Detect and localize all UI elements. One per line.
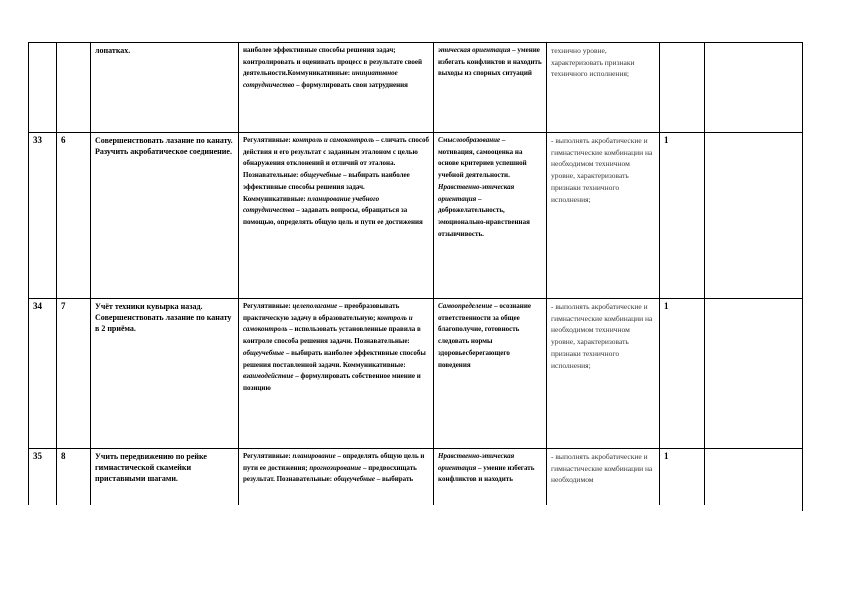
universal-learning-actions-cell: [239, 299, 434, 449]
personal-results-cell-fragment: Смыслообразование: [438, 136, 501, 144]
universal-learning-actions-cell-fragment: – выбирать наиболее эффективные способы решения задач.: [243, 171, 410, 191]
universal-learning-actions-cell: [239, 449, 434, 511]
lesson-number-cell: 35: [29, 449, 57, 511]
universal-learning-actions-cell-fragment: – выбирать наиболее эффективные способы решения поставленной задачи.: [243, 348, 426, 369]
universal-learning-actions-cell-fragment: Познавательные:: [352, 337, 410, 346]
personal-results-cell: [434, 449, 547, 511]
lesson-topic-cell: лопатках.: [91, 43, 239, 133]
hours-cell: 1: [660, 299, 705, 449]
page-bottom-margin: [28, 505, 802, 595]
date-cell: [705, 299, 803, 449]
table-body: [29, 43, 803, 511]
universal-learning-actions-cell-fragment: Коммуникативные:: [243, 194, 308, 203]
universal-learning-actions-cell: [239, 133, 434, 299]
personal-results-cell-fragment: – умение избегать конфликтов и находить: [438, 463, 535, 484]
personal-results-cell-fragment: – осознание ответственности за общее благополучие, готовность следовать нормы здоровьесберегающего поведения: [438, 302, 531, 369]
universal-learning-actions-cell-fragment: Коммуникативные:: [342, 360, 406, 369]
universal-learning-actions-cell-fragment: Коммуникативные:: [287, 69, 352, 78]
universal-learning-actions-cell-fragment: – преобразовывать практическую задачу в образовательную;: [243, 302, 400, 322]
universal-learning-actions-cell-fragment: контроль и самоконтроль: [243, 313, 413, 334]
lesson-topic-cell: Совершенствовать лазание по канату. Разучить акробатическое соединение.: [91, 133, 239, 299]
universal-learning-actions-cell-fragment: Регулятивные:: [243, 452, 293, 460]
personal-results-cell: [434, 299, 547, 449]
universal-learning-actions-cell-fragment: – задавать вопросы, обращаться за помощью, определять общую цель и пути ее достижения: [243, 206, 423, 226]
universal-learning-actions-cell-fragment: контроль и самоконтроль: [292, 136, 375, 144]
lesson-sub-number-cell: 6: [57, 133, 91, 299]
personal-results-cell-fragment: – мотивация, самооценка на основе критериев успешной учебной деятельности.: [438, 136, 527, 180]
hours-cell: [660, 43, 705, 133]
personal-results-cell-fragment: этическая ориентация: [438, 46, 511, 54]
universal-learning-actions-cell-fragment: – сличать способ действия и его результат с заданным эталоном с целью обнаружения отклонений и отличий от эталона.: [243, 136, 430, 168]
universal-learning-actions-cell-fragment: прогнозирование: [309, 463, 362, 472]
lesson-sub-number-cell: [57, 43, 91, 133]
universal-learning-actions-cell-fragment: – формулировать свои затруднения: [294, 81, 408, 90]
lesson-number-cell: 34: [29, 299, 57, 449]
universal-learning-actions-cell-fragment: – использовать установленные правила в контроле способа решения задачи.: [243, 325, 421, 346]
date-cell: [705, 133, 803, 299]
personal-results-cell-fragment: Нравственно-этическая ориентация: [438, 452, 515, 472]
universal-learning-actions-cell-fragment: взаимодействие: [243, 372, 294, 381]
table-row: [29, 133, 803, 299]
subject-results-cell: - выполнять акробатические и гимнастические комбинации на необходимом: [547, 449, 660, 511]
table-row: [29, 449, 803, 511]
hours-cell: 1: [660, 133, 705, 299]
personal-results-cell-fragment: – доброжелательность, эмоционально-нравственная отзывчивость.: [438, 194, 530, 238]
personal-results-cell: [434, 133, 547, 299]
universal-learning-actions-cell-fragment: планирование: [292, 452, 336, 460]
universal-learning-actions-cell-fragment: целеполагание: [292, 302, 338, 310]
lesson-topic-cell: Учить передвижению по рейке гимнастической скамейки приставными шагами.: [91, 449, 239, 511]
subject-results-cell: - выполнять акробатические и гимнастические комбинации на необходимом техничном уровне, характеризовать признаки техничного исполнения;: [547, 299, 660, 449]
universal-learning-actions-cell-fragment: планирование учебного сотрудничества: [243, 194, 380, 215]
personal-results-cell: [434, 43, 547, 133]
universal-learning-actions-cell-fragment: Познавательные:: [243, 171, 301, 180]
lesson-sub-number-cell: 8: [57, 449, 91, 511]
universal-learning-actions-cell: [239, 43, 434, 133]
universal-learning-actions-cell-fragment: – определять общую цель и пути ее достижения;: [243, 452, 425, 472]
date-cell: [705, 43, 803, 133]
table-row: [29, 43, 803, 133]
personal-results-cell-fragment: – умение избегать конфликтов и находить выходы из спорных ситуаций: [438, 46, 542, 78]
lesson-topic-cell: Учёт техники кувырка назад. Совершенствовать лазание по канату в 2 приёма.: [91, 299, 239, 449]
universal-learning-actions-cell-fragment: общеучебные: [333, 475, 375, 484]
universal-learning-actions-cell-fragment: наиболее эффективные способы решения задач; контролировать и оценивать процесс в результате своей деятельности.: [243, 46, 423, 78]
universal-learning-actions-cell-fragment: Регулятивные:: [243, 302, 293, 310]
subject-results-cell: - выполнять акробатические и гимнастические комбинации на необходимом техничном уровне, характеризовать признаки техничного исполнения;: [547, 133, 660, 299]
hours-cell: 1: [660, 449, 705, 511]
personal-results-cell-fragment: Нравственно-этическая ориентация: [438, 182, 515, 203]
subject-results-cell: технично уровне, характеризовать признаки техничного исполнения;: [547, 43, 660, 133]
date-cell: [705, 449, 803, 511]
lesson-sub-number-cell: 7: [57, 299, 91, 449]
lesson-number-cell: [29, 43, 57, 133]
lesson-plan-table: [28, 42, 803, 511]
personal-results-cell-fragment: Самоопределение: [438, 302, 493, 310]
universal-learning-actions-cell-fragment: – предвосхищать результат.: [243, 463, 417, 484]
table-row: [29, 299, 803, 449]
lesson-number-cell: 33: [29, 133, 57, 299]
universal-learning-actions-cell-fragment: Регулятивные:: [243, 136, 293, 144]
universal-learning-actions-cell-fragment: – выбирать: [374, 475, 414, 484]
universal-learning-actions-cell-fragment: общеучебные: [300, 171, 342, 180]
universal-learning-actions-cell-fragment: – формулировать собственное мнение и позицию: [243, 372, 421, 392]
universal-learning-actions-cell-fragment: инициативное сотрудничество: [243, 69, 398, 90]
universal-learning-actions-cell-fragment: Познавательные:: [274, 475, 334, 484]
universal-learning-actions-cell-fragment: общеучебные: [243, 348, 285, 357]
